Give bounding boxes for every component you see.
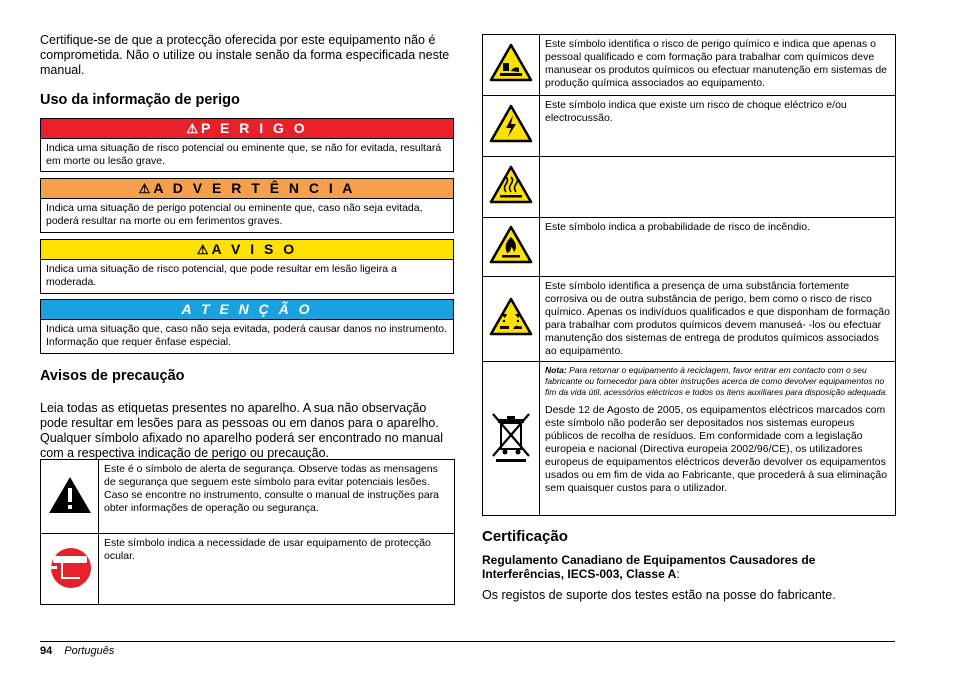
- warning-text: Indica uma situação de perigo potencial ou eminente que, caso não seja evitada, poderá resultar na morte ou em ferimentos graves.: [46, 202, 423, 227]
- eye-protection-icon: [41, 534, 99, 605]
- table-row: [483, 362, 896, 516]
- footer-language: Português: [64, 645, 115, 657]
- danger-box: [40, 118, 454, 172]
- certification-subtitle-text: Regulamento Canadiano de Equipamentos Causadores de Interferências, IECS-003, Classe A: [482, 553, 816, 581]
- electric-shock-text: Este símbolo indica que existe um risco de choque eléctrico e/ou electrocussão.: [540, 96, 896, 157]
- weee-note: [545, 365, 890, 398]
- chemical-hazard-text: Este símbolo identifica o risco de perigo químico e indica que apenas o pessoal qualificado e com formação para trabalhar com químicos deve manusear os produtos químicos ou efectuar manutenção em sistemas de produção química associados ao equipamento.: [540, 35, 896, 96]
- general-warning-icon: [41, 460, 99, 534]
- caution-box: [40, 239, 454, 294]
- table-row: [483, 277, 896, 362]
- corrosive-icon: [483, 277, 540, 362]
- crossed-bin-icon: [483, 362, 540, 516]
- eye-protection-text: Este símbolo indica a necessidade de usar equipamento de protecção ocular.: [99, 534, 455, 605]
- intro-paragraph: Certifique-se de que a protecção oferecida por este equipamento não é comprometida. Não o utilize ou instale senão da forma especificada neste manual.: [40, 33, 450, 77]
- general-warning-text: Este é o símbolo de alerta de segurança. Observe todas as mensagens de segurança que seguem este símbolo para evitar potenciais lesões. Caso se encontre no instrumento, consulte o manual de instruções para obter informações de operação ou segurança.: [99, 460, 455, 534]
- chemical-hazard-icon: [483, 35, 540, 96]
- hot-surface-text: [540, 157, 896, 218]
- weee-text-cell: [540, 362, 896, 516]
- table-row: [483, 218, 896, 277]
- table-row: [41, 460, 455, 534]
- hot-surface-icon: [483, 157, 540, 218]
- warning-box: [40, 178, 454, 233]
- caution-label: A V I S O: [211, 241, 298, 257]
- table-row: [483, 35, 896, 96]
- danger-label: P E R I G O: [201, 120, 308, 136]
- certification-subtitle-suffix: :: [676, 567, 680, 581]
- notice-label: A T E N Ç Ã O: [181, 301, 313, 317]
- page-number: 94: [40, 645, 53, 657]
- electric-shock-icon: [483, 96, 540, 157]
- warning-triangle-icon: ⚠: [138, 181, 151, 196]
- fire-hazard-icon: [483, 218, 540, 277]
- hazard-symbols-table: [482, 34, 896, 516]
- precaution-paragraph: Leia todas as etiquetas presentes no aparelho. A sua não observação pode resultar em lesões para as pessoas ou em danos para o aparelho. Qualquer símbolo afixado no aparelho poderá ser encontrado no manual com a respectiva indicação de perigo ou precaução.: [40, 401, 444, 460]
- weee-note-label: Nota:: [545, 365, 567, 375]
- warning-header: [41, 179, 453, 199]
- warning-triangle-icon: ⚠: [196, 242, 209, 257]
- certification-subtitle: [482, 553, 882, 581]
- precaution-section-title: Avisos de precaução: [40, 368, 185, 384]
- certification-body: Os registos de suporte dos testes estão na posse do fabricante.: [482, 588, 836, 602]
- table-row: [41, 534, 455, 605]
- warning-triangle-icon: ⚠: [186, 121, 198, 136]
- footer: [40, 645, 114, 657]
- fire-hazard-text: Este símbolo indica a probabilidade de risco de incêndio.: [540, 218, 896, 277]
- footer-divider: [40, 641, 895, 642]
- table-row: [483, 157, 896, 218]
- notice-box: [40, 299, 454, 354]
- danger-text: Indica uma situação de risco potencial ou eminente que, se não for evitada, resultará em morte ou lesão grave.: [46, 142, 442, 167]
- precaution-symbols-table: [40, 459, 455, 605]
- weee-text: Desde 12 de Agosto de 2005, os equipamentos eléctricos marcados com este símbolo não poderão ser depositados nos sistemas europeus públicos de recolha de resíduos. Em conformidade com a legislação europeia e nacional (Directiva europeia 2002/96/CE), os utilizadores europeus de equipamentos eléctricos deverão devolver os equipamentos usados ou em fim de vida ao Fabricante, que procederá à sua eliminação sem quaisquer custos para o utilizador.: [545, 404, 888, 494]
- certification-title: Certificação: [482, 528, 568, 545]
- corrosive-text: Este símbolo identifica a presença de uma substância fortemente corrosiva ou de outra substância de perigo, bem como o risco de risco químico. Apenas os indivíduos qualificados e que disponham de formação para trabalhar com produtos químicos devem manuseá- -los ou efectuar manutenção dos sistemas de entrega de produtos químicos associados ao equipamento.: [540, 277, 896, 362]
- danger-header: [41, 119, 453, 139]
- warning-label: A D V E R T Ê N C I A: [153, 180, 356, 196]
- table-row: [483, 96, 896, 157]
- caution-header: [41, 240, 453, 260]
- hazard-section-title: Uso da informação de perigo: [40, 92, 240, 108]
- notice-header: [41, 300, 453, 320]
- notice-text: Indica uma situação que, caso não seja evitada, poderá causar danos no instrumento. Informação que requer ênfase especial.: [46, 323, 448, 348]
- weee-note-text: Para retornar o equipamento à reciclagem, favor entrar em contacto com o seu fabricante ou fornecedor para obter instruções acerca de como devolver equipamentos no fim da vida útil, acessórios eléctricos e todos os itens auxiliares para disposição adequada.: [545, 365, 888, 397]
- caution-text: Indica uma situação de risco potencial, que pode resultar em lesão ligeira a moderada.: [46, 263, 397, 288]
